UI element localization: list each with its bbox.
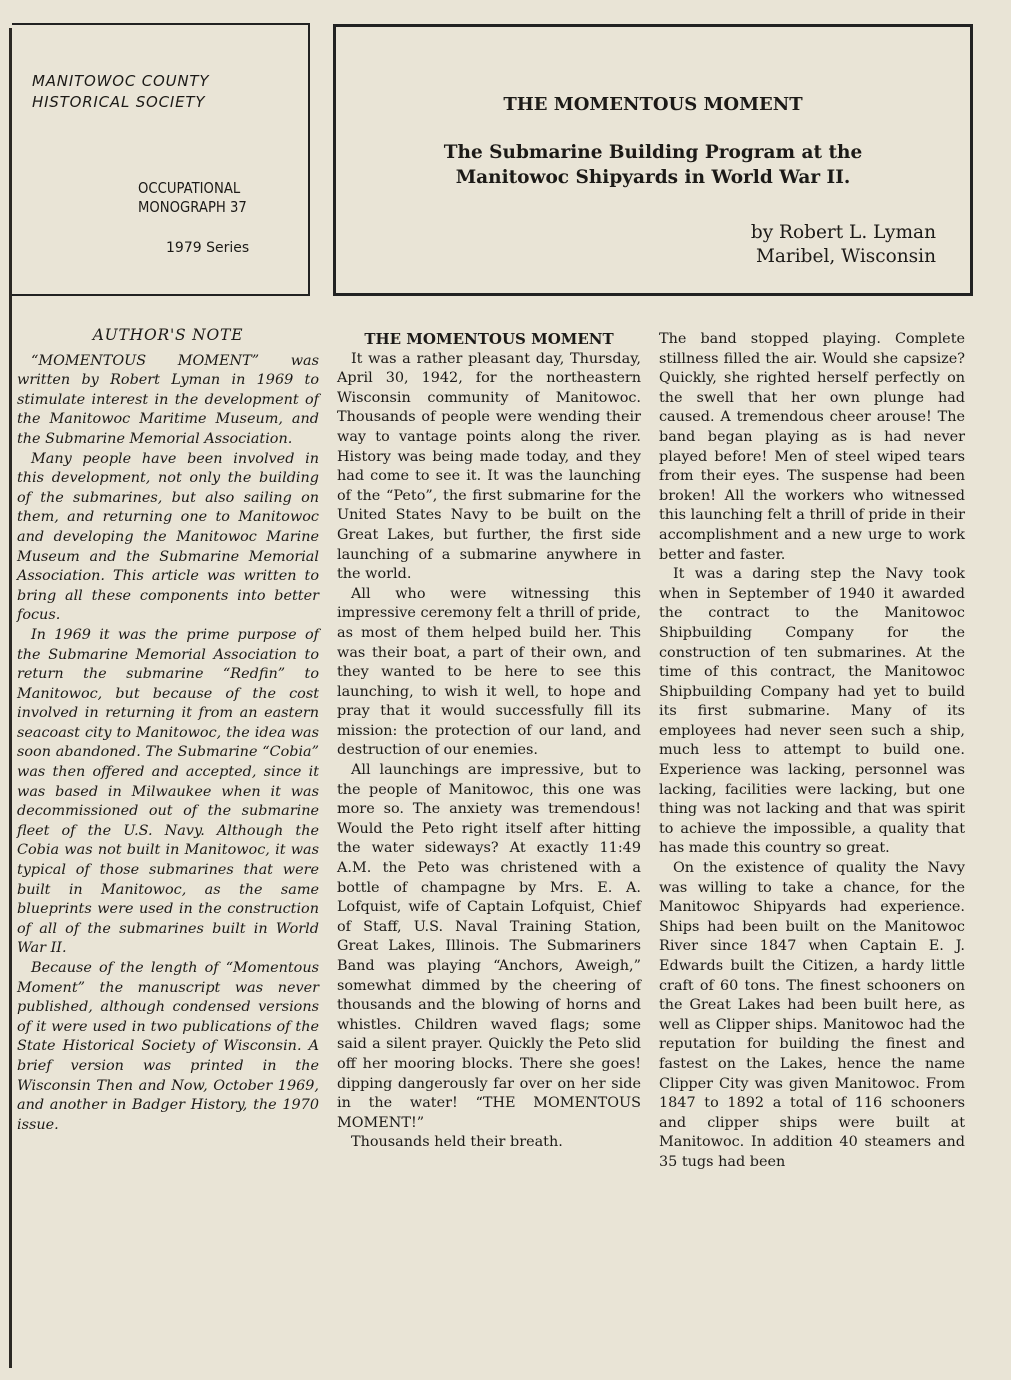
page-subtitle: The Submarine Building Program at the Manitowoc Shipyards in World War II.	[443, 142, 863, 188]
authors-note-heading: AUTHOR'S NOTE	[92, 326, 244, 344]
society-box	[12, 23, 310, 296]
paragraph: In 1969 it was the prime purpose of the Submarine Memorial Association to return the submarine “Redfin” to Manitowoc, but because of the cost involved in returning it from an eastern seacoast city to Manitowoc, the idea was soon abandoned. The Submarine “Cobia” was then offered and accepted, since it was based in Milwaukee when it was decommissioned out of the submarine fleet of the U.S. Navy. Although the Cobia was not built in Manitowoc, it was typical of those submarines that were built in Manitowoc, as the same blueprints were used in the construction of all of the submarines built in World War II.	[17, 626, 319, 957]
paragraph: The band stopped playing. Complete stillness filled the air. Would she capsize? Quickly, she righted herself perfectly on the swell that her own plunge had caused. A tremendous cheer arouse! The band began playing as is had never played before! Men of steel wiped tears from their eyes. The suspense had been broken! All the workers who witnessed this launching felt a thrill of pride in their accomplishment and a new urge to work better and faster.	[659, 331, 965, 563]
series-label: 1979 Series	[166, 240, 250, 256]
paragraph: All who were witnessing this impressive ceremony felt a thrill of pride, as most of them helped build her. This was their boat, a part of their own, and they wanted to be here to see this launching, to wish it well, to hope and pray that it would successfully fill its mission: the protection of our land, and destruction of our enemies.	[337, 585, 641, 759]
paragraph: It was a daring step the Navy took when in September of 1940 it awarded the contract to the Manitowoc Shipbuilding Company for the construction of ten submarines. At the time of this contract, the Manitowoc Shipbuilding Company had yet to build its first submarine. Many of its employees had never seen such a ship, much less to attempt to build one. Experience was lacking, personnel was lacking, facilities were lacking, but one thing was not lacking and that was spirit to achieve the impossible, a quality that has made this country so great.	[659, 566, 965, 857]
paragraph: Thousands held their breath.	[351, 1134, 563, 1151]
page-title: THE MOMENTOUS MOMENT	[503, 94, 803, 115]
society-name: MANITOWOC COUNTY HISTORICAL SOCIETY	[32, 72, 210, 111]
paragraph: Many people have been involved in this development, not only the building of the submarines, but also sailing on them, and returning one to Manitowoc and developing the Manitowoc Marine Museum and the Submarine Memorial Association. This article was written to bring all these components into better focus.	[17, 450, 319, 624]
paragraph: On the existence of quality the Navy was willing to take a chance, for the Manitowoc Shipyards had experience. Ships had been built on the Manitowoc River since 1847 when Captain E. J. Edwards built the Citizen, a hardy little craft of 60 tons. The finest schooners on the Great Lakes had been built here, as well as Clipper ships. Manitowoc had the reputation for building the finest and fastest on the Lakes, hence the name Clipper City was given Manitowoc. From 1847 to 1892 a total of 116 schooners and clipper ships were built at Manitowoc. In addition 40 steamers and 35 tugs had been	[659, 860, 965, 1170]
paragraph: Because of the length of “Momentous Moment” the manuscript was never published, although condensed versions of it were used in two publications of the State Historical Society of Wisconsin. A brief version was printed in the Wisconsin Then and Now, October 1969, and another in Badger History, the 1970 issue.	[17, 960, 319, 1133]
monograph-label: OCCUPATIONAL MONOGRAPH 37	[138, 179, 247, 216]
authors-note-column	[17, 326, 319, 1135]
paragraph: It was a rather pleasant day, Thursday, April 30, 1942, for the northeastern Wisconsin community of Manitowoc. Thousands of people were wending their way to vantage points along the river. History was being made today, and they had come to see it. It was the launching of the “Peto”, the first submarine for the United States Navy to be built on the Great Lakes, but further, the first side launching of a submarine anywhere in the world.	[337, 350, 641, 583]
author-byline: by Robert L. Lyman Maribel, Wisconsin	[750, 222, 936, 267]
article-heading: THE MOMENTOUS MOMENT	[364, 330, 614, 348]
article-column-2	[659, 330, 965, 1173]
paragraph: “MOMENTOUS MOMENT” was written by Robert Lyman in 1969 to stimulate interest in the development of the Manitowoc Maritime Museum, and the Submarine Memorial Association.	[17, 352, 319, 447]
paragraph: All launchings are impressive, but to the people of Manitowoc, this one was more so. The anxiety was tremendous! Would the Peto right itself after hitting the water sideways? At exactly 11:49 A.M. the Peto was christened with a bottle of champagne by Mrs. E. A. Lofquist, wife of Captain Lofquist, Chief of Staff, U.S. Naval Training Station, Great Lakes, Illinois. The Submariners Band was playing “Anchors, Aweigh,” somewhat dimmed by the cheering of thousands and the blowing of horns and whistles. Children waved flags; some said a silent prayer. Quickly the Peto slid off her mooring blocks. There she goes! dipping dangerously far over on her side in the water! “THE MOMENTOUS MOMENT!”	[337, 762, 641, 1131]
article-column-1	[337, 330, 641, 1153]
title-box	[333, 24, 973, 296]
